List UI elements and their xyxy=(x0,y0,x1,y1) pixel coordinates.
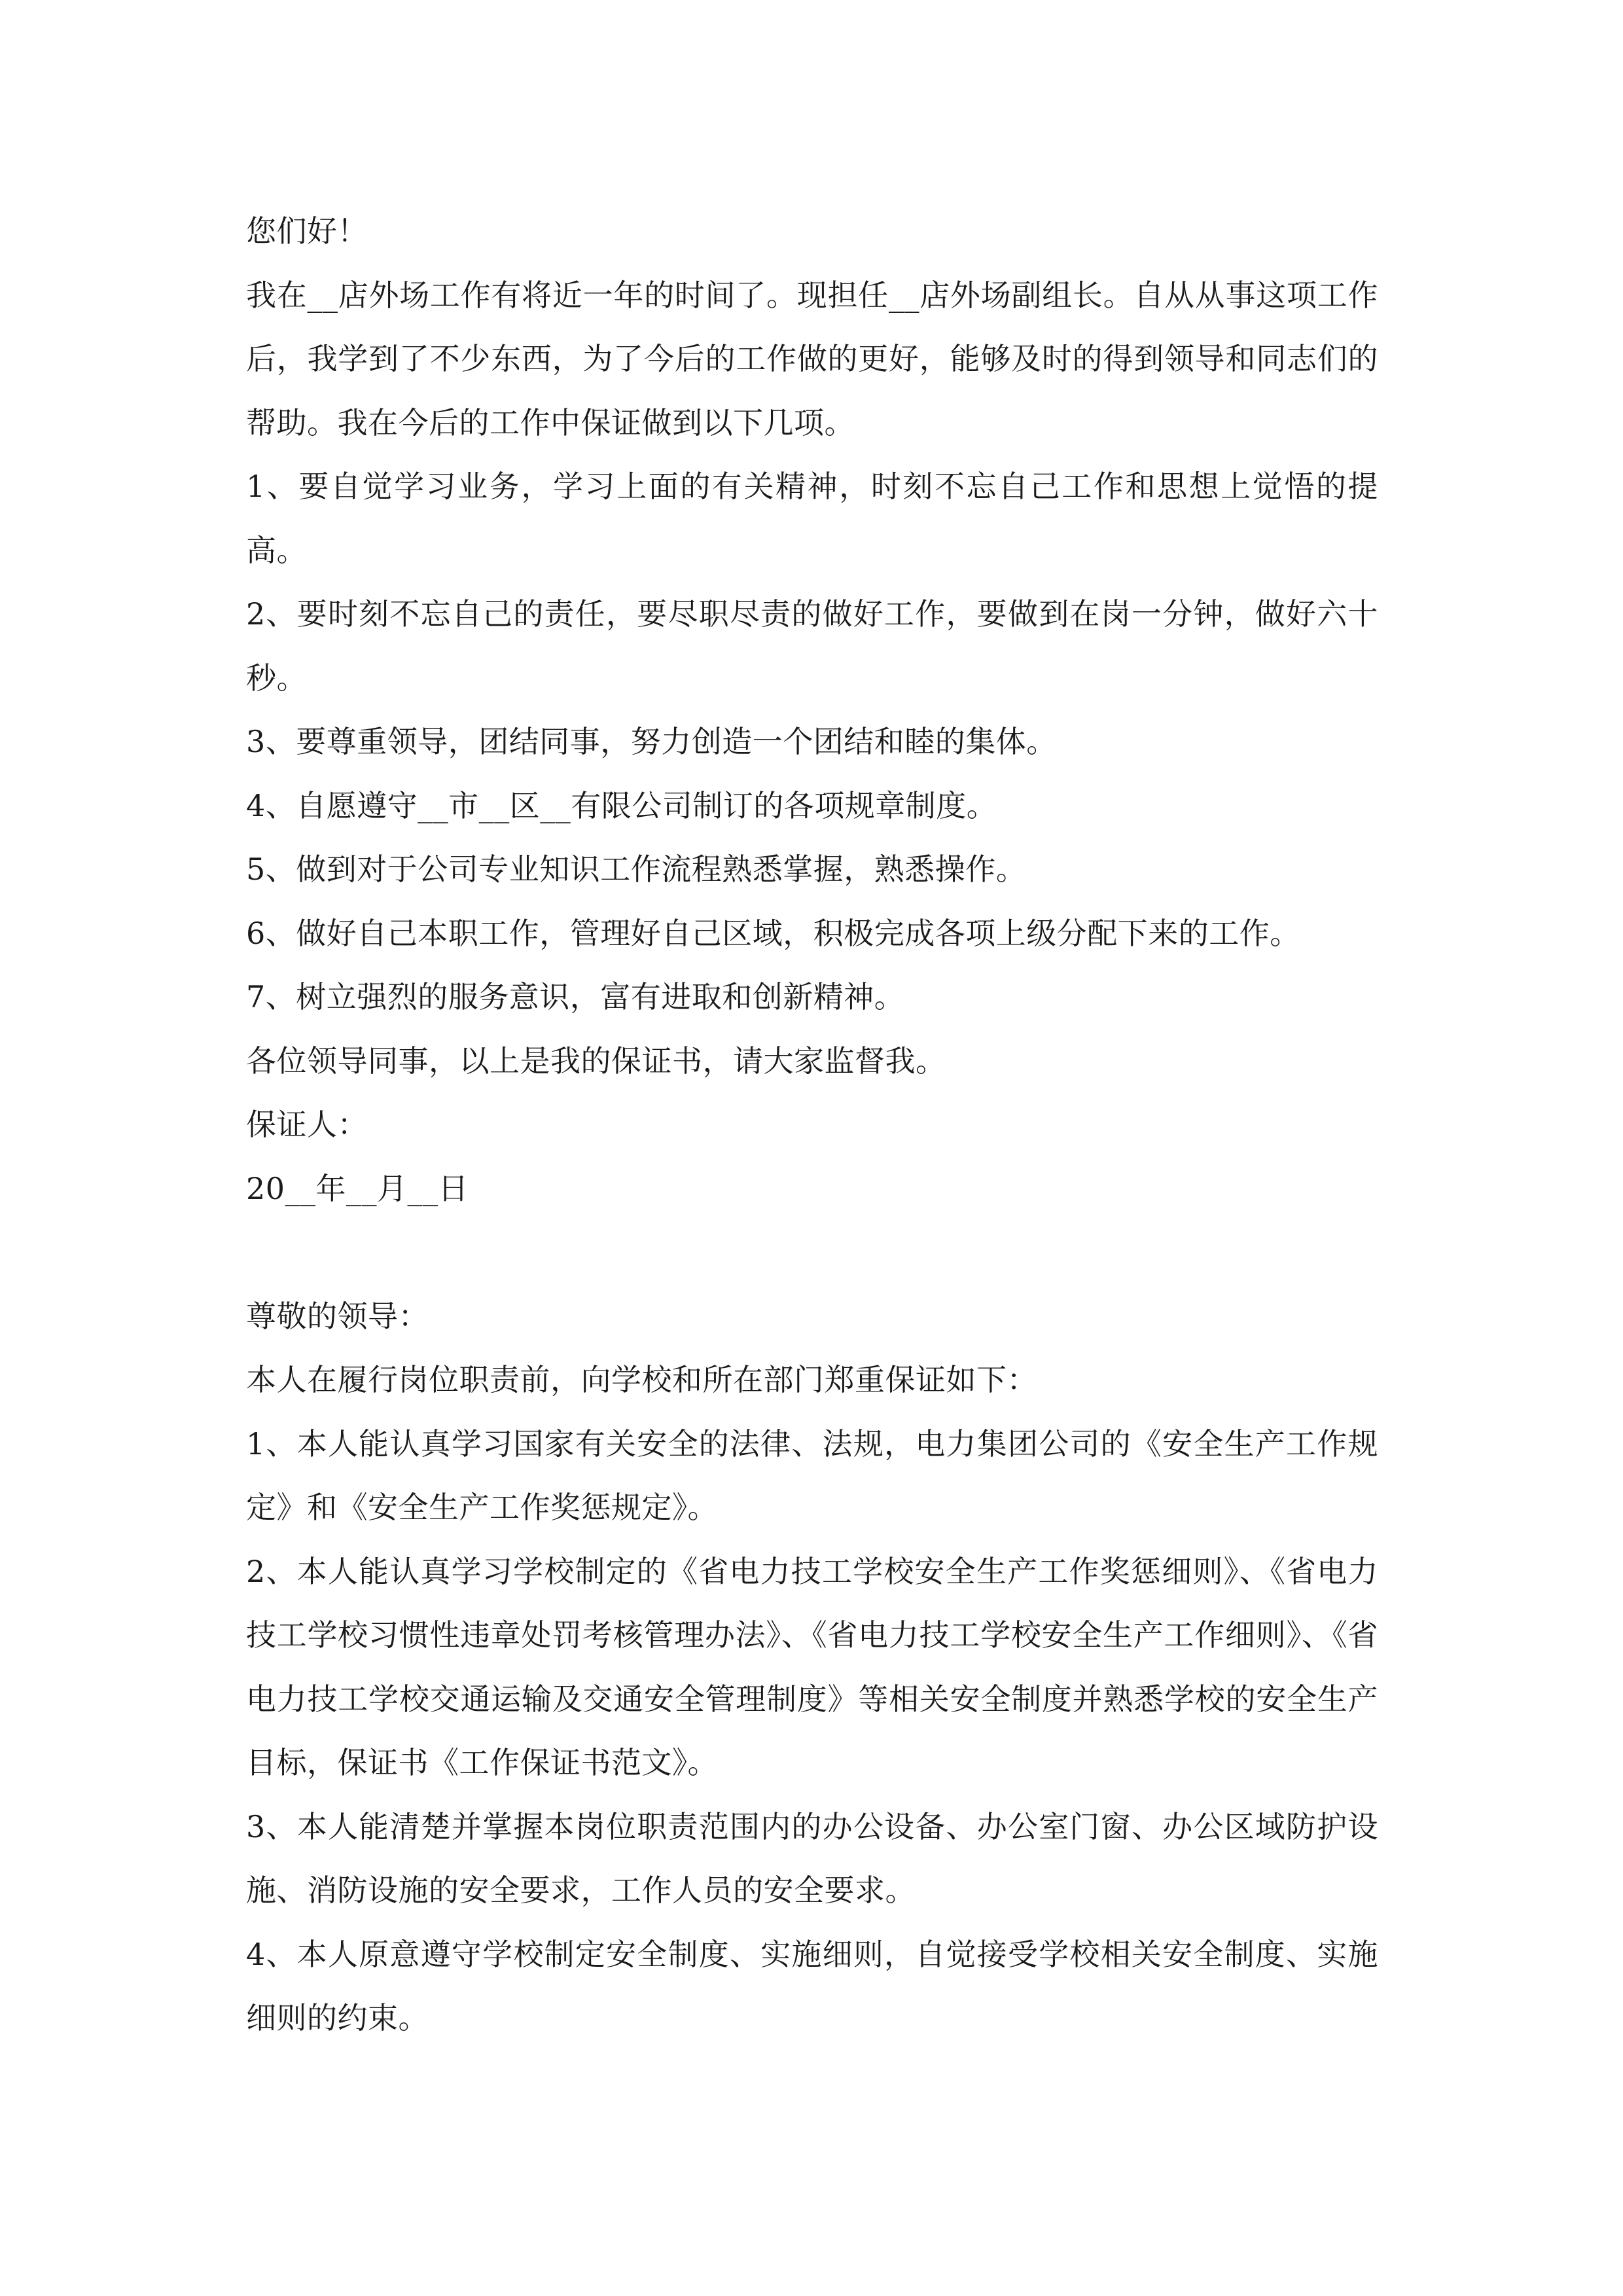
letter2-item-2: 2、本人能认真学习学校制定的《省电力技工学校安全生产工作奖惩细则》、《省电力技工学校习惯性违章处罚考核管理办法》、《省电力技工学校安全生产工作细则》、《省电力技工学校交通运输及交通安全管理制度》等相关安全制度并熟悉学校的安全生产目标，保证书《工作保证书范文》。 xyxy=(246,1553,1378,1780)
letter1-paragraph-intro: 我在__店外场工作有将近一年的时间了。现担任__店外场副组长。自从从事这项工作后，我学到了不少东西，为了今后的工作做的更好，能够及时的得到领导和同志们的帮助。我在今后的工作中保证做到以下几项。 xyxy=(246,277,1378,440)
letter2-item-3: 3、本人能清楚并掌握本岗位职责范围内的办公设备、办公室门窗、办公区域防护设施、消防设施的安全要求，工作人员的安全要求。 xyxy=(246,1808,1378,1908)
letter1-item-6: 6、做好自己本职工作，管理好自己区域，积极完成各项上级分配下来的工作。 xyxy=(246,915,1300,951)
letter2-paragraph-intro: 本人在履行岗位职责前，向学校和所在部门郑重保证如下： xyxy=(246,1362,1037,1397)
letter1-item-1: 1、要自觉学习业务，学习上面的有关精神，时刻不忘自己工作和思想上觉悟的提高。 xyxy=(246,469,1378,568)
letter1-item-7: 7、树立强烈的服务意识，富有进取和创新精神。 xyxy=(246,979,905,1014)
letter1-item-3: 3、要尊重领导，团结同事，努力创造一个团结和睦的集体。 xyxy=(246,724,1057,759)
section-gap xyxy=(246,1221,1378,1285)
letter2-item-4: 4、本人原意遵守学校制定安全制度、实施细则，自觉接受学校相关安全制度、实施细则的约束。 xyxy=(246,1936,1378,2036)
letter1-greeting: 您们好！ xyxy=(246,213,368,249)
letter1-item-2: 2、要时刻不忘自己的责任，要尽职尽责的做好工作，要做到在岗一分钟，做好六十秒。 xyxy=(246,596,1378,696)
letter2-item-1: 1、本人能认真学习国家有关安全的法律、法规，电力集团公司的《安全生产工作规定》和《安全生产工作奖惩规定》。 xyxy=(246,1426,1378,1525)
letter1-signer: 保证人： xyxy=(246,1107,368,1142)
letter1-item-5: 5、做到对于公司专业知识工作流程熟悉掌握，熟悉操作。 xyxy=(246,852,1027,887)
letter2-greeting: 尊敬的领导： xyxy=(246,1298,429,1334)
document-body xyxy=(246,200,1378,2051)
letter1-item-4: 4、自愿遵守__市__区__有限公司制订的各项规章制度。 xyxy=(246,787,997,823)
letter1-closing: 各位领导同事，以上是我的保证书，请大家监督我。 xyxy=(246,1043,946,1079)
letter1-date: 20__年__月__日 xyxy=(246,1170,469,1206)
